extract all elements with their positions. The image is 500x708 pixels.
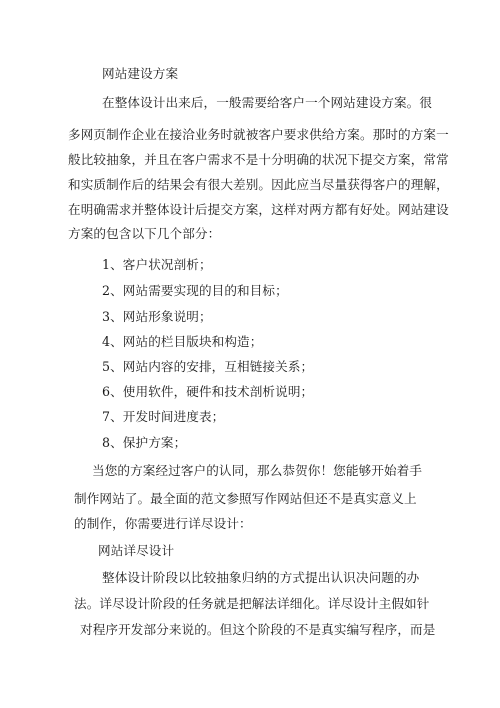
list-item: 8、保护方案； (102, 435, 187, 450)
list-item: 1、客户状况剖析； (102, 257, 212, 272)
paragraph-line: 在整体设计出来后，一般需要给客户一个网站建设方案。很 (102, 95, 433, 110)
paragraph-line: 和实质制作后的结果会有很大差别。因此应当尽量获得客户的理解， (68, 177, 449, 192)
section-heading-detailed-design: 网站详尽设计 (98, 543, 175, 558)
paragraph-line: 般比较抽象，并且在客户需求不是十分明确的状况下提交方案，常常 (68, 152, 449, 167)
section-heading-website-plan: 网站建设方案 (102, 66, 179, 81)
paragraph-line: 当您的方案经过客户的认同，那么恭贺你！您能够开始着手 (92, 463, 423, 478)
paragraph-line: 整体设计阶段以比较抽象归纳的方式提出认识决问题的办 (102, 570, 420, 585)
list-item: 4、网站的栏目版块和构造； (102, 334, 263, 349)
list-item: 2、网站需要实现的目的和目标； (102, 283, 288, 298)
paragraph-line: 对程序开发部分来说的。但这个阶段的不是真实编写程序，而是 (80, 622, 436, 637)
list-item: 3、网站形象说明； (102, 309, 212, 324)
list-item: 6、使用软件，硬件和技术剖析说明； (102, 384, 314, 399)
paragraph-line: 在明确需求并整体设计后提交方案，这样对两方都有好处。网站建设 (68, 202, 449, 217)
paragraph-line: 的制作，你需要进行详尽设计： (74, 516, 252, 531)
list-item: 5、网站内容的安排，互相链接关系； (102, 359, 314, 374)
list-item: 7、开发时间进度表； (102, 409, 225, 424)
paragraph-line: 多网页制作企业在接洽业务时就被客户要求供给方案。那时的方案一 (68, 127, 449, 142)
paragraph-line: 法。详尽设计阶段的任务就是把解法详细化。详尽设计主假如针 (74, 596, 430, 611)
paragraph-line: 制作网站了。最全面的范文参照写作网站但还不是真实意义上 (74, 491, 417, 506)
paragraph-line: 方案的包含以下几个部分： (68, 226, 221, 241)
